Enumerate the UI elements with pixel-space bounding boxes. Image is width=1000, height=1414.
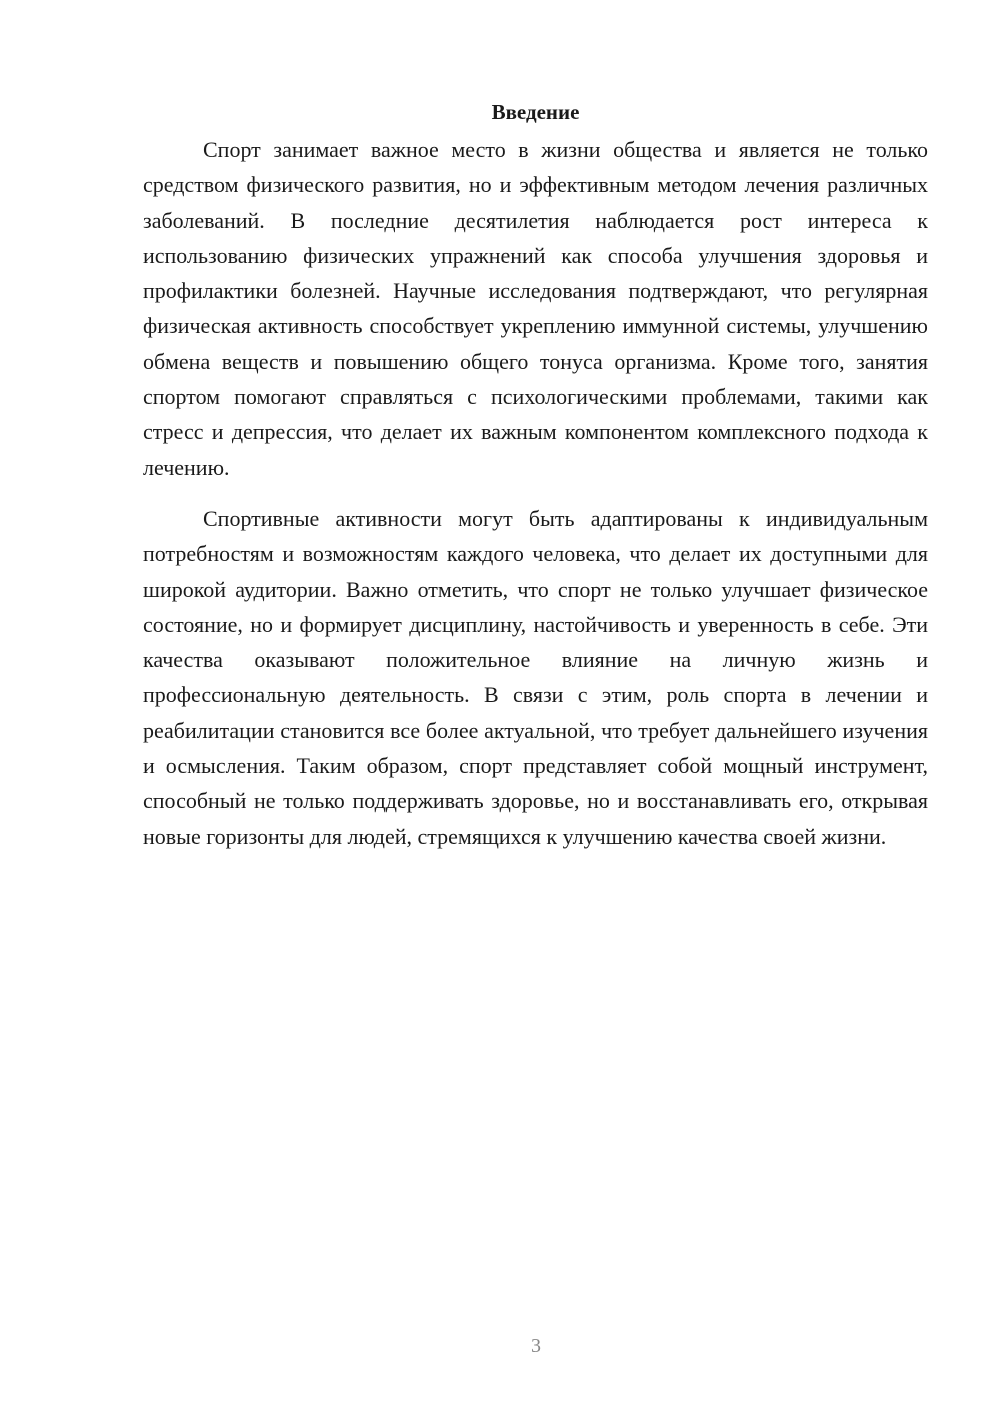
paragraph-1: Спорт занимает важное место в жизни общества и является не только средством физического развития, но и эффективным методом лечения различных заболеваний. В последние десятилетия наблюдается рост интереса к использованию физических упражнений как способа улучшения здоровья и профилактики болезней. Научные исследования подтверждают, что регулярная физическая активность способствует укреплению иммунной системы, улучшению обмена веществ и повышению общего тонуса организма. Кроме того, занятия спортом помогают справляться с психологическими проблемами, такими как стресс и депрессия, что делает их важным компонентом комплексного подхода к лечению. <box>143 137 928 480</box>
section-title: Введение <box>491 100 580 124</box>
paragraph-2: Спортивные активности могут быть адаптированы к индивидуальным потребностям и возможностям каждого человека, что делает их доступными для широкой аудитории. Важно отметить, что спорт не только улучшает физическое состояние, но и формирует дисциплину, настойчивость и уверенность в себе. Эти качества оказывают положительное влияние на личную жизнь и профессиональную деятельность. В связи с этим, роль спорта в лечении и реабилитации становится все более актуальной, что требует дальнейшего изучения и осмысления. Таким образом, спорт представляет собой мощный инструмент, способный не только поддерживать здоровье, но и восстанавливать его, открывая новые горизонты для людей, стремящихся к улучшению качества своей жизни. <box>143 505 928 849</box>
page-content <box>143 98 928 854</box>
page-number: 3 <box>531 1335 541 1357</box>
